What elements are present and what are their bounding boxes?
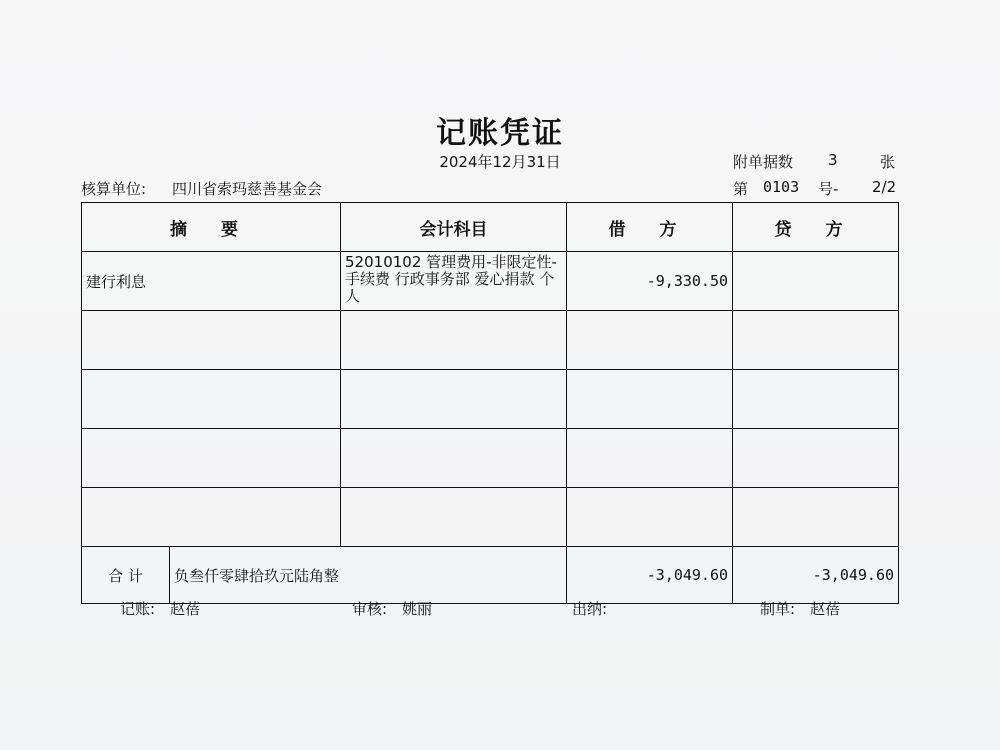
row-summary [82,429,341,488]
row-account [341,311,567,370]
voucher-date: 2024年12月31日 [439,153,561,171]
row-debit [567,429,733,488]
row-credit [733,488,899,547]
voucher-page-index: 2/2 [872,178,897,196]
row-account [341,370,567,429]
column-header-account: 会计科目 [341,203,567,252]
column-header-summary: 摘 要 [82,203,341,252]
voucher-title: 记账凭证 [436,116,564,151]
row-account: 52010102 管理费用-非限定性-手续费 行政事务部 爱心捐款 个人 [341,252,567,311]
column-header-debit: 借 方 [567,203,733,252]
row-account [341,429,567,488]
cashier-label: 出纳: [572,600,608,618]
row-summary: 建行利息 [82,252,341,311]
total-label: 合 计 [82,547,170,604]
voucher-number-suffix: 号- [818,180,839,198]
preparer-name: 赵蓓 [810,600,841,618]
attachments-unit: 张 [880,153,896,171]
row-credit [733,252,899,311]
unit-label: 核算单位: [81,180,147,198]
row-debit [567,311,733,370]
column-header-credit: 贷 方 [733,203,899,252]
row-summary [82,488,341,547]
total-credit: -3,049.60 [733,547,899,604]
table-row [82,252,899,311]
row-debit: -9,330.50 [567,252,733,311]
total-debit: -3,049.60 [567,547,733,604]
row-summary [82,311,341,370]
bookkeeper-label: 记账: [120,600,156,618]
table-row [82,429,899,488]
unit-name: 四川省索玛慈善基金会 [172,180,323,198]
total-amount-in-words: 负叁仟零肆拾玖元陆角整 [170,547,567,604]
row-credit [733,370,899,429]
voucher-number-prefix: 第 [733,180,749,198]
attachments-label: 附单据数 [733,153,794,171]
bookkeeper-name: 赵蓓 [170,600,201,618]
row-debit [567,488,733,547]
total-row [82,547,899,604]
reviewer-name: 姚丽 [402,600,433,618]
table-row [82,488,899,547]
row-debit [567,370,733,429]
attachments-count: 3 [828,151,838,169]
preparer-label: 制单: [760,600,796,618]
table-row [82,370,899,429]
row-summary [82,370,341,429]
table-row [82,311,899,370]
row-account [341,488,567,547]
reviewer-label: 审核: [352,600,388,618]
voucher-table [81,202,899,604]
row-credit [733,311,899,370]
voucher-number: 0103 [763,178,800,196]
table-header-row [82,203,899,252]
row-credit [733,429,899,488]
